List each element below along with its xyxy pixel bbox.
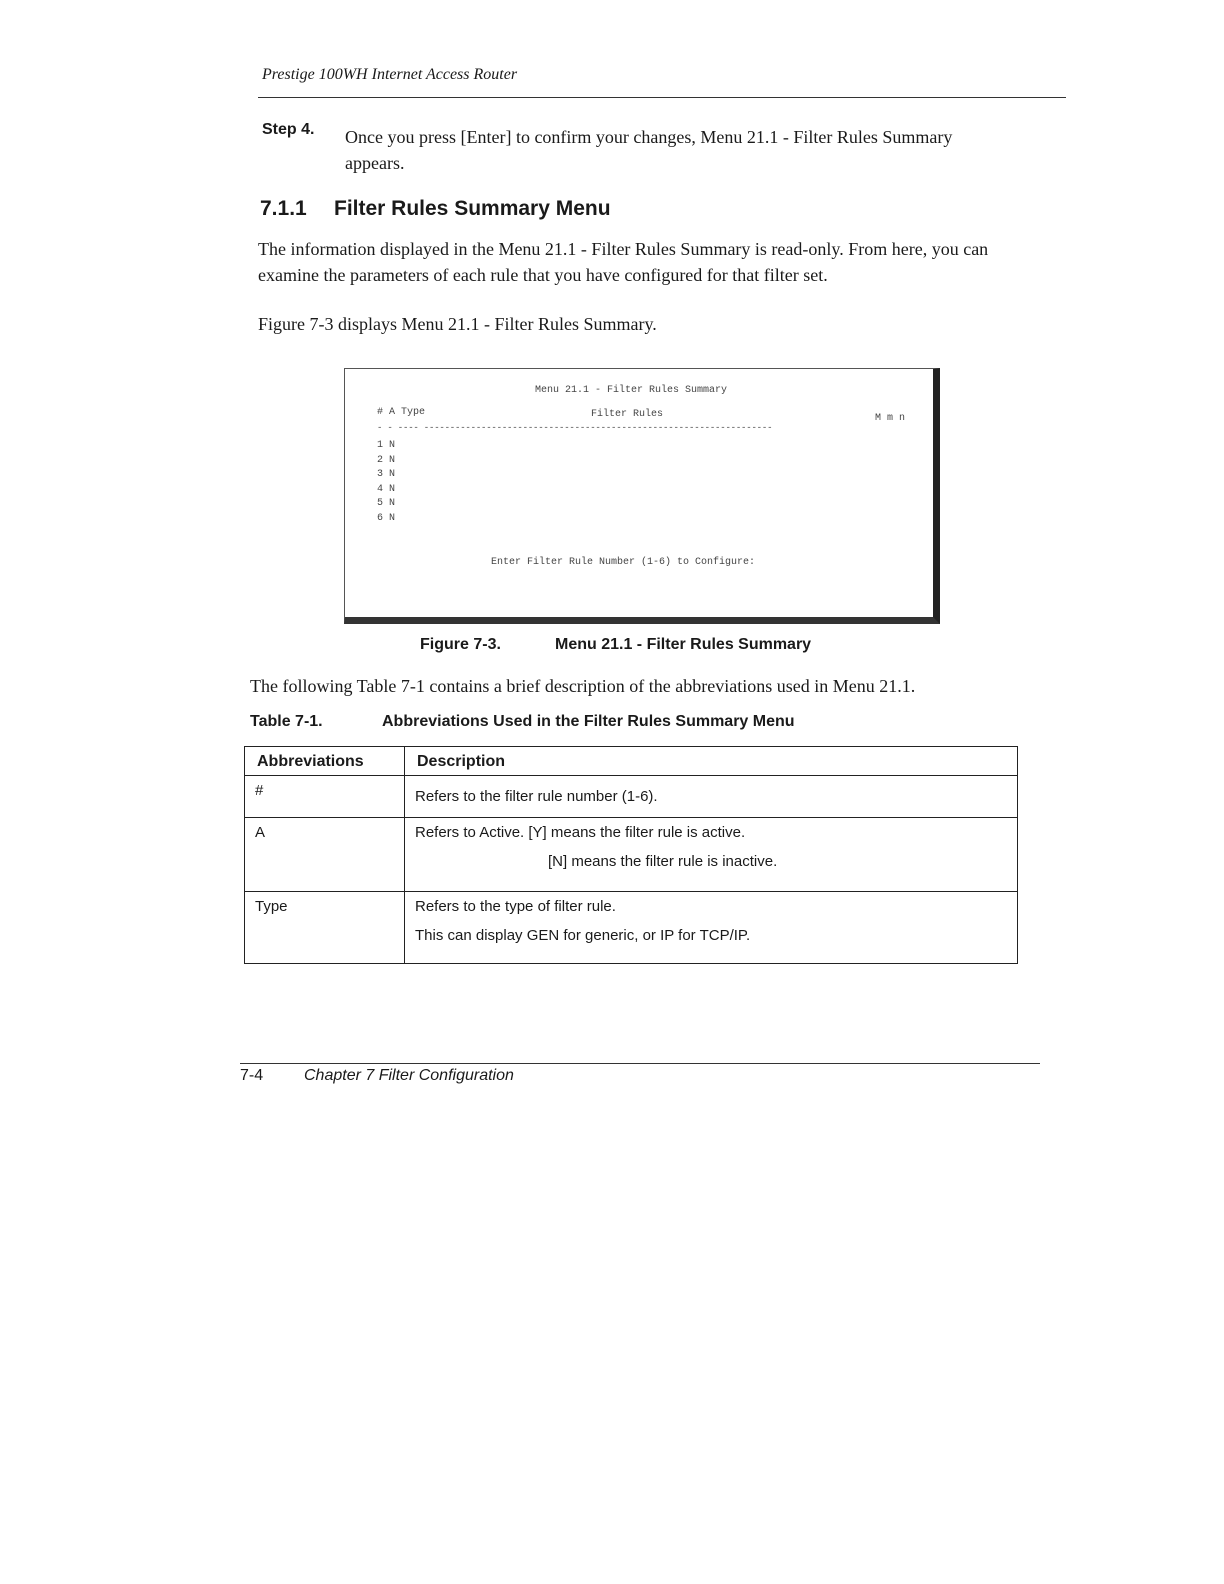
table-title: Abbreviations Used in the Filter Rules Summary Menu — [382, 713, 795, 730]
section-heading — [260, 197, 611, 221]
abbreviation-cell: # — [245, 776, 405, 818]
table-intro: The following Table 7-1 contains a brief description of the abbreviations used in Menu 21.1. — [250, 676, 916, 696]
screen-rule-row: 6 N — [377, 512, 396, 524]
section-title: Filter Rules Summary Menu — [334, 197, 611, 220]
screen-rule-row: 4 N — [377, 483, 396, 495]
figure-number: Figure 7-3. — [420, 636, 501, 653]
footer-chapter: Chapter 7 Filter Configuration — [304, 1067, 514, 1084]
step-text: Once you press [Enter] to confirm your changes, Menu 21.1 - Filter Rules Summary appears. — [345, 127, 953, 173]
screen-title: Menu 21.1 - Filter Rules Summary — [535, 385, 728, 396]
description-cell — [405, 892, 1018, 964]
screen-rule-rows — [377, 439, 395, 526]
table-caption — [250, 713, 795, 731]
column-header-abbreviations: Abbreviations — [245, 747, 405, 776]
footer-rule — [240, 1063, 1040, 1064]
description-cell — [405, 818, 1018, 892]
section-number: 7.1.1 — [260, 197, 307, 220]
terminal-screenshot — [344, 368, 940, 624]
step-label: Step 4. — [262, 121, 315, 138]
description-line: Refers to Active. [Y] means the filter rule is active. — [415, 824, 746, 841]
screen-rule-row: 1 N — [377, 440, 396, 451]
description-line: Refers to the filter rule number (1-6). — [415, 788, 658, 805]
description-line: This can display GEN for generic, or IP for TCP/IP. — [415, 927, 751, 944]
table-row — [245, 892, 1018, 964]
table-number: Table 7-1. — [250, 713, 323, 730]
description-cell — [405, 776, 1018, 818]
screen-header-center: Filter Rules — [591, 409, 664, 420]
header-rule — [258, 97, 1066, 98]
running-header: Prestige 100WH Internet Access Router — [262, 66, 518, 83]
footer-page-number: 7-4 — [240, 1067, 264, 1084]
intro-paragraph: The information displayed in the Menu 21.1 - Filter Rules Summary is read-only. From here, you can examine the parameters of each rule that you have configured for that filter set. — [258, 239, 989, 285]
screen-dash-row: - - ---- ------------------------------------------------------------------- — [377, 423, 773, 433]
description-line: Refers to the type of filter rule. — [415, 898, 616, 915]
figure-reference: Figure 7-3 displays Menu 21.1 - Filter Rules Summary. — [258, 314, 657, 334]
screen-rule-row: 3 N — [377, 469, 396, 480]
figure-caption — [420, 636, 811, 654]
screen-header-right: M m n — [875, 413, 906, 424]
screen-rule-row: 5 N — [377, 498, 396, 509]
abbreviation-cell: Type — [245, 892, 405, 964]
figure-title: Menu 21.1 - Filter Rules Summary — [555, 636, 812, 653]
screen-prompt: Enter Filter Rule Number (1-6) to Configure: — [491, 557, 756, 568]
table-row — [245, 776, 1018, 818]
column-header-description: Description — [405, 747, 1018, 776]
screen-rule-row: 2 N — [377, 454, 396, 466]
screen-header-left: # A Type — [377, 407, 426, 418]
abbreviations-table — [244, 746, 1018, 964]
description-line: [N] means the filter rule is inactive. — [548, 853, 778, 870]
table-header-row — [245, 747, 1018, 776]
table-row — [245, 818, 1018, 892]
abbreviation-cell: A — [245, 818, 405, 892]
